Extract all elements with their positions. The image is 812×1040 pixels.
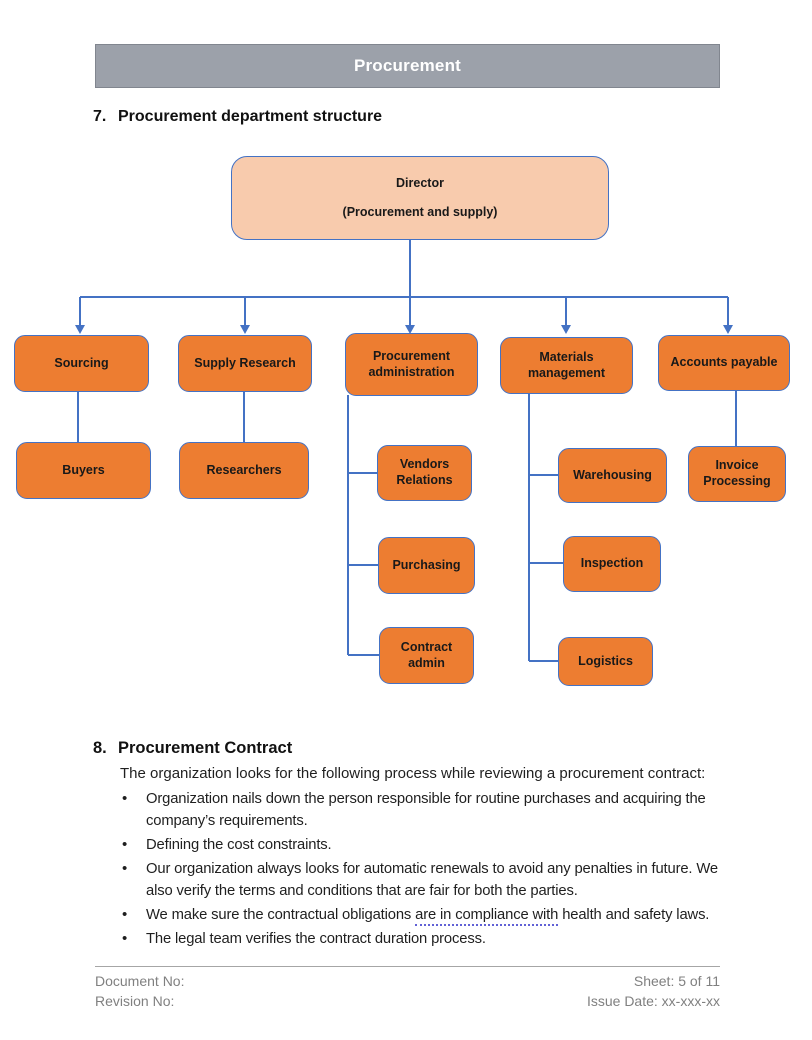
org-node-buyers: Buyers bbox=[16, 442, 151, 499]
section-8-intro: The organization looks for the following process while reviewing a procurement contract: bbox=[120, 765, 706, 782]
bullet-item bbox=[120, 834, 732, 856]
bullet-item bbox=[120, 788, 732, 832]
director-title: Director bbox=[396, 175, 444, 190]
org-node-vendors-relations: Vendors Relations bbox=[377, 445, 472, 501]
page-title: Procurement bbox=[353, 56, 462, 75]
org-node-warehousing: Warehousing bbox=[558, 448, 667, 503]
issue-date-label: Issue Date: xx-xxx-xx bbox=[586, 993, 720, 1009]
bullet-text: Organization nails down the person responsible for routine purchases and acquiring the company’s requirements. bbox=[146, 791, 706, 829]
page-footer bbox=[95, 966, 720, 1011]
org-node-materials-management: Materials management bbox=[500, 337, 633, 394]
section-8-title: Procurement Contract bbox=[118, 739, 293, 757]
section-8-heading bbox=[93, 739, 292, 758]
bullet-text: health and safety laws. bbox=[558, 907, 710, 923]
grammar-checked-phrase: are in compliance with bbox=[415, 907, 558, 926]
footer-right bbox=[587, 971, 720, 1011]
sheet-label: Sheet: 5 of 11 bbox=[633, 973, 720, 989]
revision-no-label: Revision No: bbox=[95, 993, 175, 1009]
org-node-invoice-processing: Invoice Processing bbox=[688, 446, 786, 502]
bullet-text: Our organization always looks for automatic renewals to avoid any penalties in future. We also verify the terms and conditions that are fair for both the parties. bbox=[146, 861, 718, 899]
contract-bullet-list bbox=[120, 788, 732, 952]
org-node-contract-admin: Contract admin bbox=[379, 627, 474, 684]
org-node-sourcing: Sourcing bbox=[14, 335, 149, 392]
bullet-text: Defining the cost constraints. bbox=[146, 837, 332, 853]
org-node-accounts-payable: Accounts payable bbox=[658, 335, 790, 391]
org-node-procurement-administration: Procurement administration bbox=[345, 333, 478, 396]
bullet-item bbox=[120, 858, 732, 902]
org-node-researchers: Researchers bbox=[179, 442, 309, 499]
org-node-director bbox=[231, 156, 609, 240]
org-node-supply-research: Supply Research bbox=[178, 335, 312, 392]
document-no-label: Document No: bbox=[95, 973, 185, 989]
section-8-number: 8. bbox=[93, 739, 107, 757]
org-node-inspection: Inspection bbox=[563, 536, 661, 592]
section-7-title: Procurement department structure bbox=[118, 108, 383, 125]
org-node-logistics: Logistics bbox=[558, 637, 653, 686]
org-node-purchasing: Purchasing bbox=[378, 537, 475, 594]
footer-left bbox=[95, 971, 184, 1011]
bullet-item bbox=[120, 928, 732, 950]
bullet-item bbox=[120, 904, 732, 926]
director-subtitle: (Procurement and supply) bbox=[342, 204, 498, 219]
section-7-number: 7. bbox=[93, 108, 107, 125]
bullet-text: We make sure the contractual obligations bbox=[146, 907, 416, 923]
bullet-text: The legal team verifies the contract duration process. bbox=[146, 931, 486, 947]
